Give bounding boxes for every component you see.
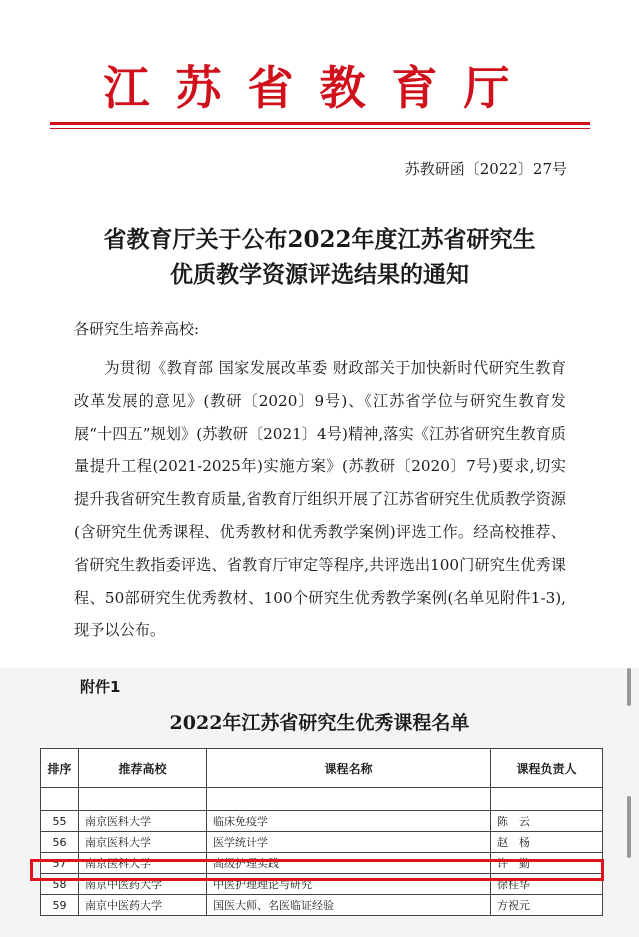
cell-lead: 方祝元	[491, 895, 603, 916]
header-course: 课程名称	[207, 749, 491, 788]
notice-title-line1: 省教育厅关于公布2022年度江苏省研究生	[103, 226, 536, 253]
table-row	[41, 832, 603, 853]
attachment-label: 附件1	[80, 678, 121, 696]
cell-course: 临床免疫学	[207, 811, 491, 832]
highlight-box	[30, 859, 604, 881]
cell-school: 南京医科大学	[79, 811, 207, 832]
cell-rank: 58	[41, 874, 79, 895]
notice-title-line2: 优质教学资源评选结果的通知	[170, 261, 469, 288]
header-lead: 课程负责人	[491, 749, 603, 788]
cell-rank: 56	[41, 832, 79, 853]
cell-school: 南京中医药大学	[79, 874, 207, 895]
notice-body: 为贯彻《教育部 国家发展改革委 财政部关于加快新时代研究生教育改革发展的意见》(教研〔2020〕9号)、《江苏省学位与研究生教育发展“十四五”规划》(苏教研〔2021〕4号)精神,落实《江苏省研究生教育质量提升工程(2021-2025年)实施方案》(苏教研〔2020〕7号)要求,切实提升我省研究生教育质量,省教育厅组织开展了江苏省研究生优质教学资源(含研究生优秀课程、优秀教材和优秀教学案例)评选工作。经高校推荐、省研究生教指委评选、省教育厅审定等程序,共评选出100门研究生优秀课程、50部研究生优秀教材、100个研究生优秀教学案例(名单见附件1-3),现予以公布。	[74, 359, 566, 640]
cell-lead: 赵 杨	[491, 832, 603, 853]
header-school: 推荐高校	[79, 749, 207, 788]
letterhead-rule-thick	[50, 122, 590, 125]
cell-course: 高级护理实践	[207, 853, 491, 874]
cell-school: 南京中医药大学	[79, 895, 207, 916]
cell-course: 医学统计学	[207, 832, 491, 853]
scroll-thumb[interactable]	[627, 668, 631, 706]
cell-lead: 徐桂华	[491, 874, 603, 895]
salutation: 各研究生培养高校:	[74, 320, 200, 338]
cell-school: 南京医科大学	[79, 832, 207, 853]
cell-rank: 59	[41, 895, 79, 916]
cell-rank: 57	[41, 853, 79, 874]
cell-lead: 许 勤	[491, 853, 603, 874]
cell-lead: 陈 云	[491, 811, 603, 832]
document-number: 苏教研函〔2022〕27号	[404, 160, 567, 178]
cell-school: 南京医科大学	[79, 853, 207, 874]
header-rank: 排序	[41, 749, 79, 788]
table-row	[41, 811, 603, 832]
course-table	[40, 748, 603, 916]
letterhead-rule-thin	[50, 128, 590, 129]
scroll-thumb-secondary[interactable]	[627, 796, 631, 858]
cell-course: 中医护理理论与研究	[207, 874, 491, 895]
cell-course: 国医大师、名医临证经验	[207, 895, 491, 916]
table-gap-row	[41, 788, 603, 811]
attachment-title: 2022年江苏省研究生优秀课程名单	[169, 712, 470, 734]
cell-rank: 55	[41, 811, 79, 832]
table-row	[41, 895, 603, 916]
letterhead-name: 江苏省教育厅	[103, 61, 536, 115]
table-header-row	[41, 749, 603, 788]
